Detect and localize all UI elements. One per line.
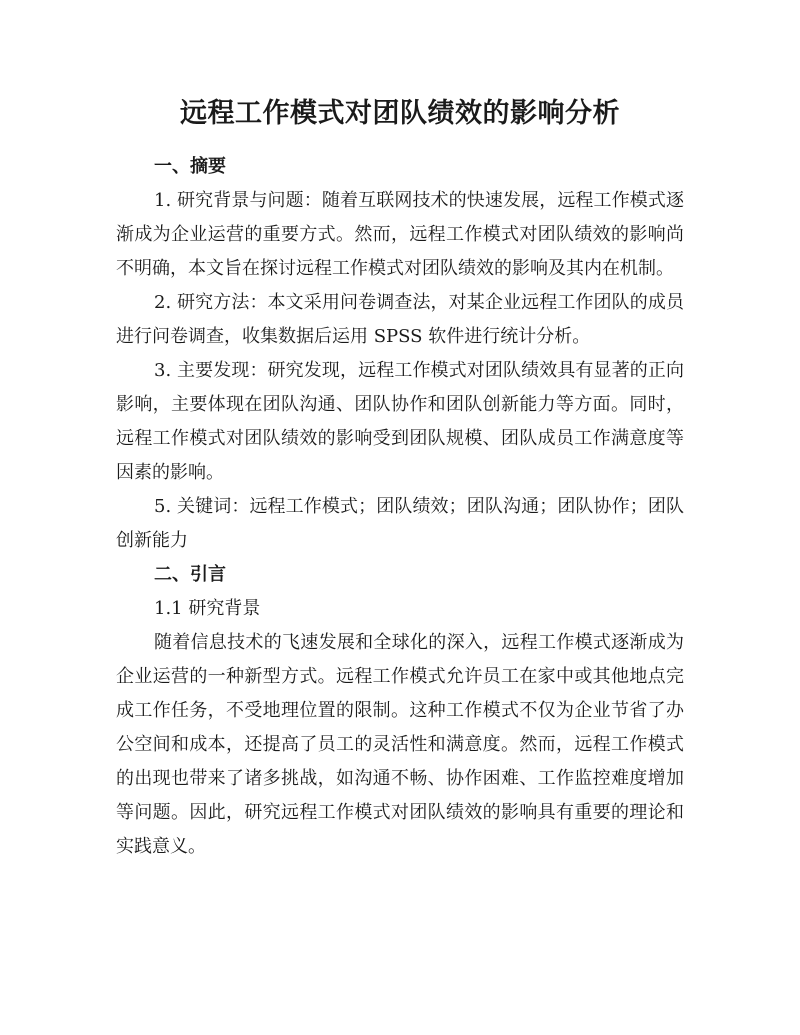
abstract-paragraph-findings: 3. 主要发现：研究发现，远程工作模式对团队绩效具有显著的正向影响，主要体现在团队沟通、团队协作和团队创新能力等方面。同时，远程工作模式对团队绩效的影响受到团队规模、团队成员工作满意度等因素的影响。	[116, 360, 684, 483]
document-title: 远程工作模式对团队绩效的影响分析	[180, 98, 620, 129]
introduction-paragraph: 随着信息技术的飞速发展和全球化的深入，远程工作模式逐渐成为企业运营的一种新型方式。远程工作模式允许员工在家中或其他地点完成工作任务，不受地理位置的限制。这种工作模式不仅为企业节省了办公空间和成本，还提高了员工的灵活性和满意度。然而，远程工作模式的出现也带来了诸多挑战，如沟通不畅、协作困难、工作监控难度增加等问题。因此，研究远程工作模式对团队绩效的影响具有重要的理论和实践意义。	[116, 632, 684, 857]
subsection-heading-background: 1.1 研究背景	[154, 598, 261, 619]
section-introduction	[116, 558, 684, 864]
abstract-paragraph-keywords: 5. 关键词：远程工作模式；团队绩效；团队沟通；团队协作；团队创新能力	[116, 496, 684, 551]
abstract-paragraph-background: 1. 研究背景与问题：随着互联网技术的快速发展，远程工作模式逐渐成为企业运营的重要方式。然而，远程工作模式对团队绩效的影响尚不明确，本文旨在探讨远程工作模式对团队绩效的影响及其内在机制。	[116, 190, 684, 279]
section-heading-introduction: 二、引言	[154, 564, 226, 585]
section-abstract	[116, 150, 684, 558]
section-heading-abstract: 一、摘要	[154, 156, 226, 177]
abstract-paragraph-method: 2. 研究方法：本文采用问卷调查法，对某企业远程工作团队的成员进行问卷调查，收集数据后运用 SPSS 软件进行统计分析。	[116, 292, 684, 347]
document-page	[116, 92, 684, 864]
